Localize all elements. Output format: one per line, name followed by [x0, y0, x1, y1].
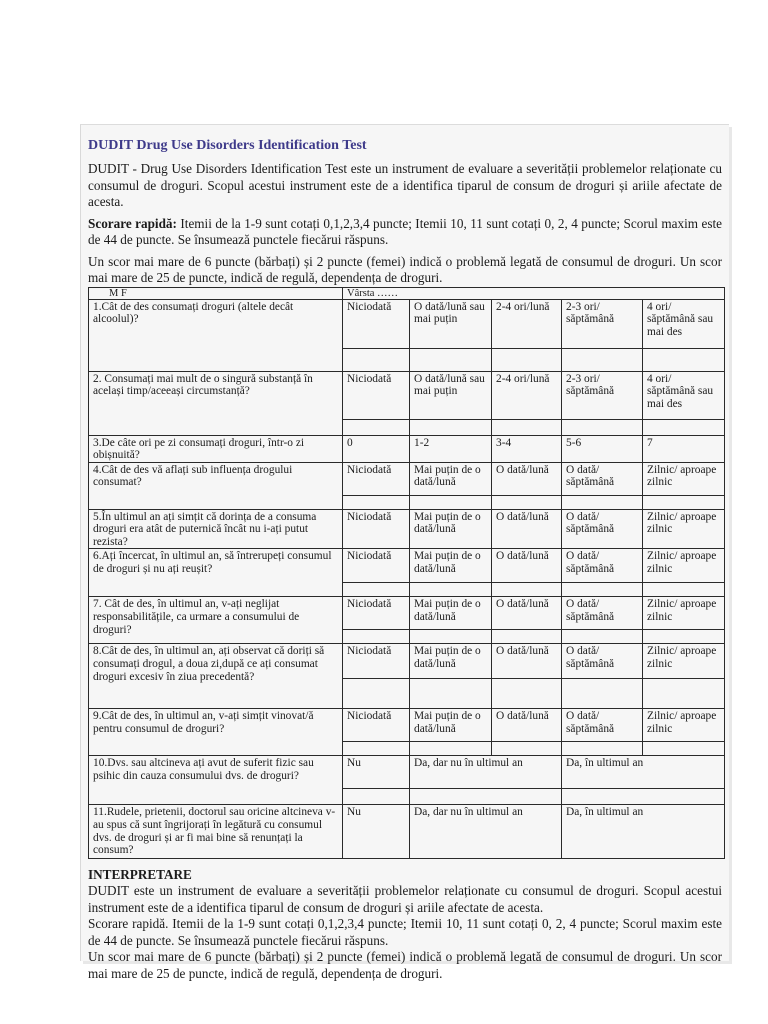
question-row-7 [89, 597, 725, 630]
answer-mark-cell[interactable] [343, 495, 410, 509]
answer-option: O dată/ săptămână [562, 597, 643, 630]
answer-option: O dată/ săptămână [562, 509, 643, 549]
answer-mark-cell[interactable] [343, 348, 410, 371]
question-row-9 [89, 709, 725, 742]
answer-option: O dată/ săptămână [562, 709, 643, 742]
answer-option: Niciodată [343, 509, 410, 549]
question-text: 5.În ultimul an ați simțit că dorința de a consuma droguri era atât de puternică încât nu i-ați putut rezista? [89, 509, 343, 549]
question-text: 1.Cât de des consumați droguri (altele decât alcoolul)? [89, 299, 343, 371]
answer-mark-cell[interactable] [410, 495, 492, 509]
answer-option: Niciodată [343, 644, 410, 679]
answer-option: O dată/ săptămână [562, 462, 643, 495]
answer-option: Mai puțin de o dată/lună [410, 549, 492, 583]
answer-option: Zilnic/ aproape zilnic [643, 597, 725, 630]
answer-option: Niciodată [343, 597, 410, 630]
answer-option: Da, în ultimul an [562, 756, 725, 789]
answer-mark-cell[interactable] [410, 630, 492, 644]
answer-mark-cell[interactable] [562, 495, 643, 509]
answer-option: Zilnic/ aproape zilnic [643, 509, 725, 549]
answer-option: Da, dar nu în ultimul an [410, 756, 562, 789]
answer-mark-cell[interactable] [492, 583, 562, 597]
answer-option: O dată/lună [492, 509, 562, 549]
answer-option: Mai puțin de o dată/lună [410, 644, 492, 679]
question-text: 6.Ați încercat, în ultimul an, să întrerupeți consumul de droguri și nu ați reușit? [89, 549, 343, 597]
answer-mark-cell[interactable] [492, 348, 562, 371]
question-text: 4.Cât de des vă aflați sub influența drogului consumat? [89, 462, 343, 509]
question-row-3 [89, 435, 725, 462]
answer-mark-cell[interactable] [562, 583, 643, 597]
answer-mark-cell[interactable] [410, 348, 492, 371]
answer-mark-cell[interactable] [343, 742, 410, 756]
answer-option: 2-4 ori/lună [492, 299, 562, 348]
answer-mark-cell[interactable] [410, 679, 492, 709]
document-title: DUDIT Drug Use Disorders Identification Test [88, 138, 367, 153]
question-row-2 [89, 371, 725, 419]
answer-mark-cell[interactable] [410, 419, 492, 435]
question-row-10 [89, 756, 725, 789]
answer-option: O dată/lună [492, 462, 562, 495]
question-row-8 [89, 644, 725, 679]
age-field[interactable]: Vârsta …… [343, 287, 725, 299]
answer-mark-cell[interactable] [343, 679, 410, 709]
answer-option: O dată/lună sau mai puțin [410, 371, 492, 419]
answer-mark-cell[interactable] [562, 742, 643, 756]
answer-mark-cell[interactable] [410, 742, 492, 756]
answer-option: Niciodată [343, 549, 410, 583]
answer-option: 3-4 [492, 435, 562, 462]
interpretation-paragraph-2: Scorare rapidă. Itemii de la 1-9 sunt cotați 0,1,2,3,4 puncte; Itemii 10, 11 sunt cotați 0, 2, 4 puncte; Scorul maxim este de 44 de puncte. Se însumează punctele fiecărui răspuns. [88, 916, 722, 948]
answer-mark-cell[interactable] [343, 583, 410, 597]
answer-mark-cell[interactable] [643, 583, 725, 597]
dudit-questionnaire-table [88, 287, 725, 860]
question-text: 9.Cât de des, în ultimul an, v-ați simțit vinovat/ă pentru consumul de droguri? [89, 709, 343, 756]
document-content [88, 138, 722, 982]
answer-mark-cell[interactable] [643, 742, 725, 756]
answer-mark-cell[interactable] [410, 789, 562, 805]
answer-option: 2-3 ori/ săptămână [562, 299, 643, 348]
answer-option: O dată/ săptămână [562, 549, 643, 583]
question-row-6 [89, 549, 725, 583]
answer-option: 7 [643, 435, 725, 462]
answer-option: Mai puțin de o dată/lună [410, 709, 492, 742]
answer-option: Nu [343, 756, 410, 789]
answer-option: 1-2 [410, 435, 492, 462]
answer-mark-cell[interactable] [643, 348, 725, 371]
interpretation-heading: INTERPRETARE [88, 867, 192, 883]
answer-option: O dată/lună [492, 709, 562, 742]
answer-option: Zilnic/ aproape zilnic [643, 462, 725, 495]
answer-mark-cell[interactable] [562, 419, 643, 435]
answer-option: 2-4 ori/lună [492, 371, 562, 419]
intro-paragraph: DUDIT - Drug Use Disorders Identification Test este un instrument de evaluare a severității problemelor relaționate cu consumul de droguri. Scopul acestui instrument este de a identifica tiparul de consum de droguri și ariile afectate de acesta. [88, 161, 722, 209]
answer-option: Niciodată [343, 371, 410, 419]
answer-option: Zilnic/ aproape zilnic [643, 549, 725, 583]
answer-option: O dată/lună [492, 549, 562, 583]
answer-mark-cell[interactable] [492, 679, 562, 709]
answer-option: 0 [343, 435, 410, 462]
question-text: 2. Consumați mai mult de o singură substanță în același timp/aceeași circumstanță? [89, 371, 343, 435]
scoring-label: Scorare rapidă: [88, 215, 177, 231]
question-text: 10.Dvs. sau altcineva ați avut de suferit fizic sau psihic din cauza consumului dvs. de droguri? [89, 756, 343, 805]
interpretation-paragraph-1: DUDIT este un instrument de evaluare a severității problemelor relaționate cu consumul de droguri. Scopul acestui instrument este de a identifica tiparul de consum de droguri și ariile afectate de acesta. [88, 883, 722, 915]
answer-option: 2-3 ori/ săptămână [562, 371, 643, 419]
answer-option: Niciodată [343, 462, 410, 495]
question-row-1 [89, 299, 725, 348]
answer-mark-cell[interactable] [562, 630, 643, 644]
answer-option: Da, dar nu în ultimul an [410, 805, 562, 859]
answer-mark-cell[interactable] [343, 419, 410, 435]
answer-option: Mai puțin de o dată/lună [410, 509, 492, 549]
answer-option: O dată/lună [492, 644, 562, 679]
scoring-paragraph [88, 216, 722, 249]
interpretation-body [88, 883, 722, 982]
answer-option: Nu [343, 805, 410, 859]
answer-option: Zilnic/ aproape zilnic [643, 644, 725, 679]
answer-option: Da, în ultimul an [562, 805, 725, 859]
answer-mark-cell[interactable] [643, 495, 725, 509]
question-row-11 [89, 805, 725, 859]
answer-mark-cell[interactable] [562, 789, 725, 805]
answer-mark-cell[interactable] [343, 789, 410, 805]
answer-option: Mai puțin de o dată/lună [410, 462, 492, 495]
question-row-5 [89, 509, 725, 549]
question-row-4 [89, 462, 725, 495]
answer-option: O dată/lună [492, 597, 562, 630]
answer-mark-cell[interactable] [492, 419, 562, 435]
answer-mark-cell[interactable] [643, 679, 725, 709]
answer-option: 4 ori/ săptămână sau mai des [643, 299, 725, 348]
sex-field[interactable]: M F [89, 287, 343, 299]
scoring-text: Itemii de la 1-9 sunt cotați 0,1,2,3,4 puncte; Itemii 10, 11 sunt cotați 0, 2, 4 puncte; Scorul maxim este de 44 de puncte. Se însumează punctele fiecărui răspuns. [88, 215, 722, 247]
answer-mark-cell[interactable] [643, 630, 725, 644]
question-text: 3.De câte ori pe zi consumați droguri, într-o zi obișnuită? [89, 435, 343, 462]
answer-mark-cell[interactable] [410, 583, 492, 597]
answer-mark-cell[interactable] [492, 495, 562, 509]
question-text: 7. Cât de des, în ultimul an, v-ați neglijat responsabilitățile, ca urmare a consumului de droguri? [89, 597, 343, 644]
answer-option: O dată/ săptămână [562, 644, 643, 679]
answer-mark-cell[interactable] [562, 679, 643, 709]
interpretation-paragraph-3: Un scor mai mare de 6 puncte (bărbați) și 2 puncte (femei) indică o problemă legată de consumul de droguri. Un scor mai mare de 25 de puncte, indică de regulă, dependența de droguri. [88, 949, 722, 981]
answer-option: Niciodată [343, 299, 410, 348]
threshold-paragraph: Un scor mai mare de 6 puncte (bărbați) și 2 puncte (femei) indică o problemă legată de consumul de droguri. Un scor mai mare de 25 de puncte, indică de regulă, dependența de droguri. [88, 253, 722, 285]
answer-option: O dată/lună sau mai puțin [410, 299, 492, 348]
question-text: 8.Cât de des, în ultimul an, ați observat că doriți să consumați drogul, a doua zi,după ce ați consumat droguri excesiv în ziua precedentă? [89, 644, 343, 709]
answer-mark-cell[interactable] [492, 742, 562, 756]
answer-option: Mai puțin de o dată/lună [410, 597, 492, 630]
answer-option: Zilnic/ aproape zilnic [643, 709, 725, 742]
question-text: 11.Rudele, prietenii, doctorul sau oricine altcineva v-au spus că sunt îngrijorați în legătură cu consumul dvs. de droguri și ar fi mai bine să renunțați la consum? [89, 805, 343, 859]
answer-option: 4 ori/ săptămână sau mai des [643, 371, 725, 419]
table-header-row [89, 287, 725, 299]
answer-mark-cell[interactable] [343, 630, 410, 644]
answer-option: 5-6 [562, 435, 643, 462]
answer-mark-cell[interactable] [562, 348, 643, 371]
answer-option: Niciodată [343, 709, 410, 742]
answer-mark-cell[interactable] [643, 419, 725, 435]
answer-mark-cell[interactable] [492, 630, 562, 644]
